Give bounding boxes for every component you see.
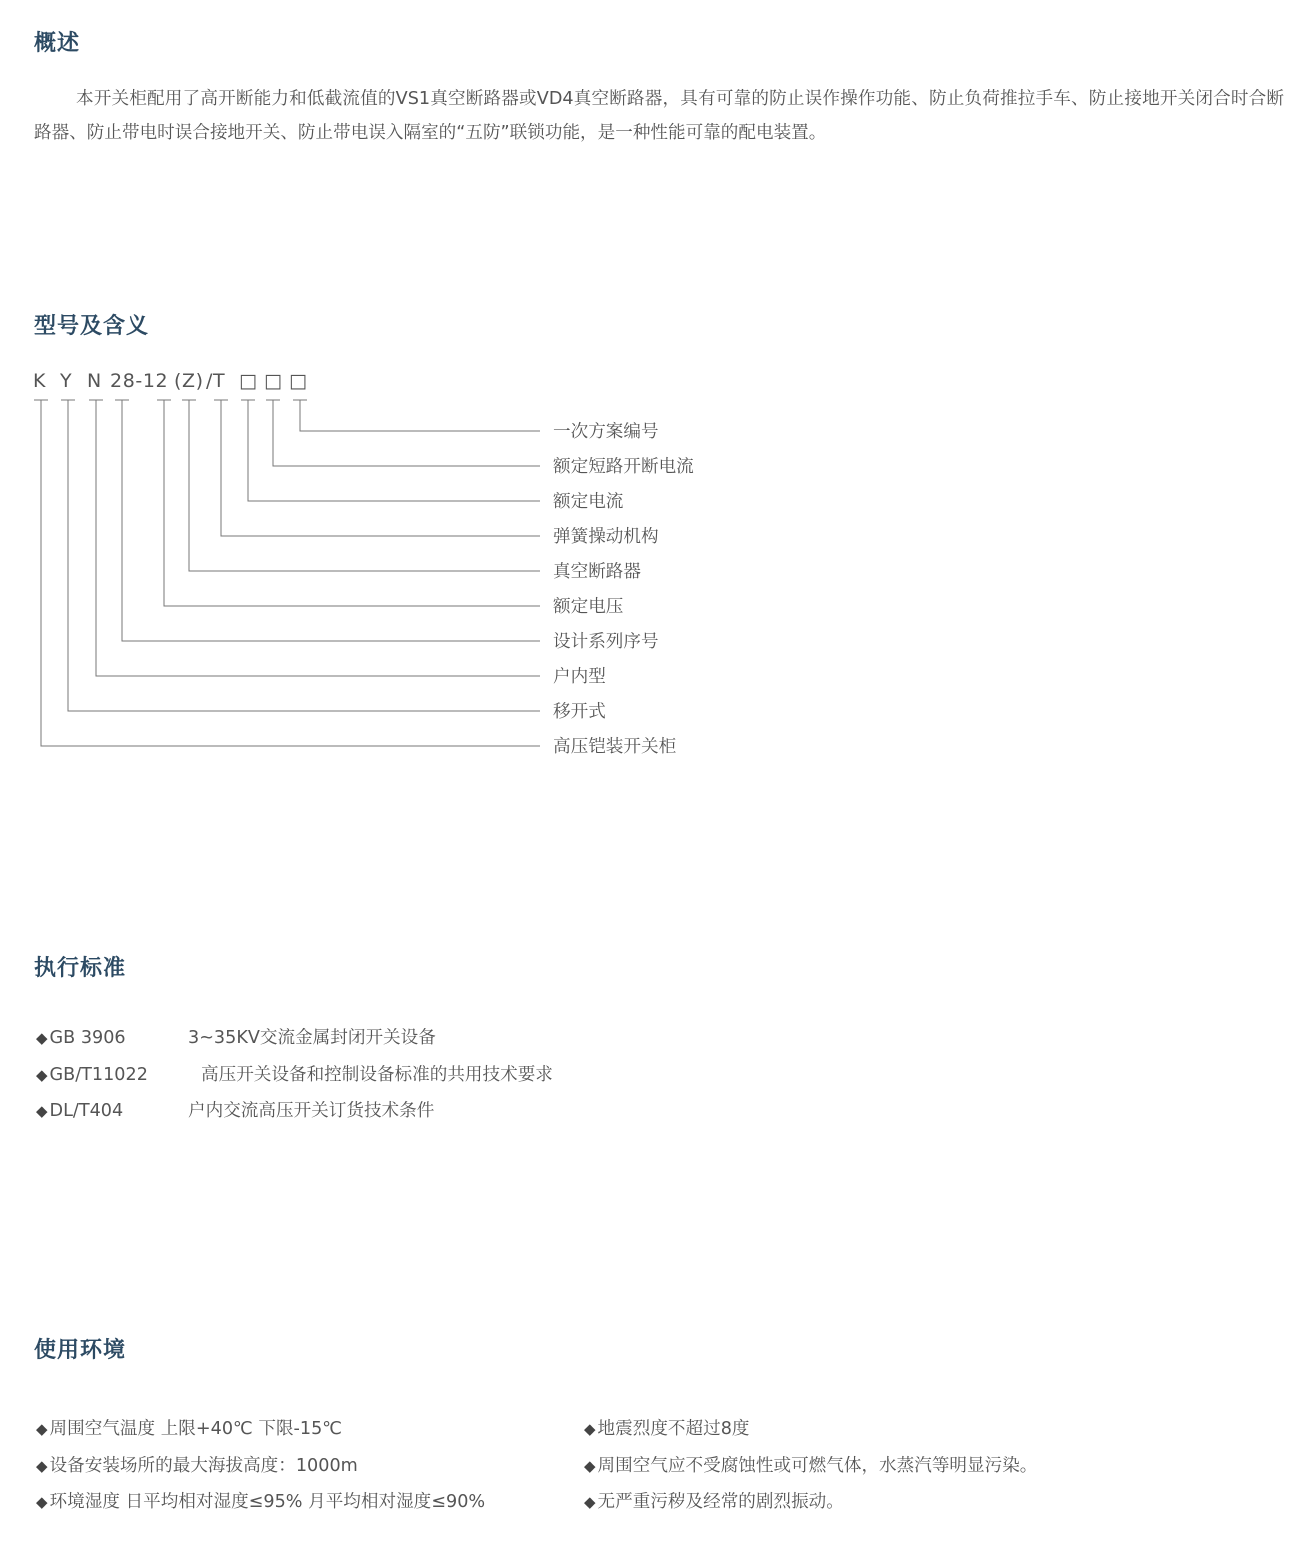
diamond-bullet-icon: ◆ xyxy=(36,1066,48,1084)
env-text: 设备安装场所的最大海拔高度：1000m xyxy=(49,1456,358,1476)
code-part-t: /T xyxy=(206,370,226,392)
diamond-bullet-icon: ◆ xyxy=(36,1029,48,1047)
env-item-right xyxy=(584,1418,750,1440)
standard-code: GB 3906 xyxy=(49,1028,126,1048)
env-item-left xyxy=(36,1491,485,1513)
model-title: 型号及含义 xyxy=(34,314,150,339)
code-part-box-1: □ xyxy=(239,370,258,392)
standards-title: 执行标准 xyxy=(34,956,127,981)
diamond-bullet-icon: ◆ xyxy=(36,1457,48,1475)
standard-code: GB/T11022 xyxy=(49,1065,148,1085)
leader-5 xyxy=(189,400,540,571)
env-text: 周围空气应不受腐蚀性或可燃气体，水蒸汽等明显污染。 xyxy=(597,1456,1038,1476)
diamond-bullet-icon: ◆ xyxy=(36,1493,48,1511)
code-part-box-2: □ xyxy=(264,370,283,392)
diamond-bullet-icon: ◆ xyxy=(36,1102,48,1120)
meaning-7: 设计系列序号 xyxy=(553,632,659,652)
leader-1 xyxy=(300,400,540,431)
leader-2 xyxy=(273,400,540,466)
leader-8 xyxy=(96,400,540,676)
standard-desc: 3~35KV交流金属封闭开关设备 xyxy=(188,1028,436,1048)
code-part-k: K xyxy=(33,370,47,392)
code-part-z: (Z) xyxy=(174,370,204,392)
env-text: 无严重污秽及经常的剧烈振动。 xyxy=(597,1492,844,1512)
meaning-1: 一次方案编号 xyxy=(553,422,659,442)
meaning-6: 额定电压 xyxy=(553,597,624,617)
meaning-2: 额定短路开断电流 xyxy=(553,457,694,477)
diamond-bullet-icon: ◆ xyxy=(584,1457,596,1475)
diamond-bullet-icon: ◆ xyxy=(36,1420,48,1438)
standard-item xyxy=(36,1064,148,1086)
env-item-left xyxy=(36,1418,342,1440)
code-part-series: 28-12 xyxy=(110,370,169,392)
meaning-5: 真空断路器 xyxy=(553,562,641,582)
meaning-3: 额定电流 xyxy=(553,492,624,512)
meaning-4: 弹簧操动机构 xyxy=(553,527,659,547)
code-part-y: Y xyxy=(60,370,73,392)
meaning-10: 高压铠装开关柜 xyxy=(553,737,677,757)
meaning-9: 移开式 xyxy=(553,702,606,722)
env-text: 环境湿度 日平均相对湿度≤95% 月平均相对湿度≤90% xyxy=(49,1492,486,1512)
leader-4 xyxy=(221,400,540,536)
diamond-bullet-icon: ◆ xyxy=(584,1420,596,1438)
overview-title: 概述 xyxy=(34,31,81,56)
diamond-bullet-icon: ◆ xyxy=(584,1493,596,1511)
environment-title: 使用环境 xyxy=(34,1338,127,1363)
env-item-left xyxy=(36,1455,358,1477)
leader-3 xyxy=(248,400,540,501)
env-text: 周围空气温度 上限+40℃ 下限-15℃ xyxy=(49,1419,343,1439)
standard-desc: 户内交流高压开关订货技术条件 xyxy=(188,1101,435,1121)
leader-7 xyxy=(122,400,540,641)
code-part-box-3: □ xyxy=(289,370,308,392)
standard-desc: 高压开关设备和控制设备标准的共用技术要求 xyxy=(201,1065,553,1085)
leader-9 xyxy=(68,400,540,711)
standard-item xyxy=(36,1100,123,1122)
code-part-n: N xyxy=(87,370,102,392)
meaning-8: 户内型 xyxy=(553,667,606,687)
overview-paragraph: 本开关柜配用了高开断能力和低截流值的VS1真空断路器或VD4真空断路器，具有可靠的防止误作操作功能、防止负荷推拉手车、防止接地开关闭合时合断路器、防止带电时误合接地开关、防止带电误入隔室的“五防”联锁功能，是一种性能可靠的配电装置。 xyxy=(34,89,1284,143)
leader-10 xyxy=(41,400,540,746)
standard-item xyxy=(36,1027,126,1049)
standard-code: DL/T404 xyxy=(49,1101,124,1121)
env-item-right xyxy=(584,1455,1037,1477)
env-text: 地震烈度不超过8度 xyxy=(597,1419,750,1439)
env-item-right xyxy=(584,1491,844,1513)
